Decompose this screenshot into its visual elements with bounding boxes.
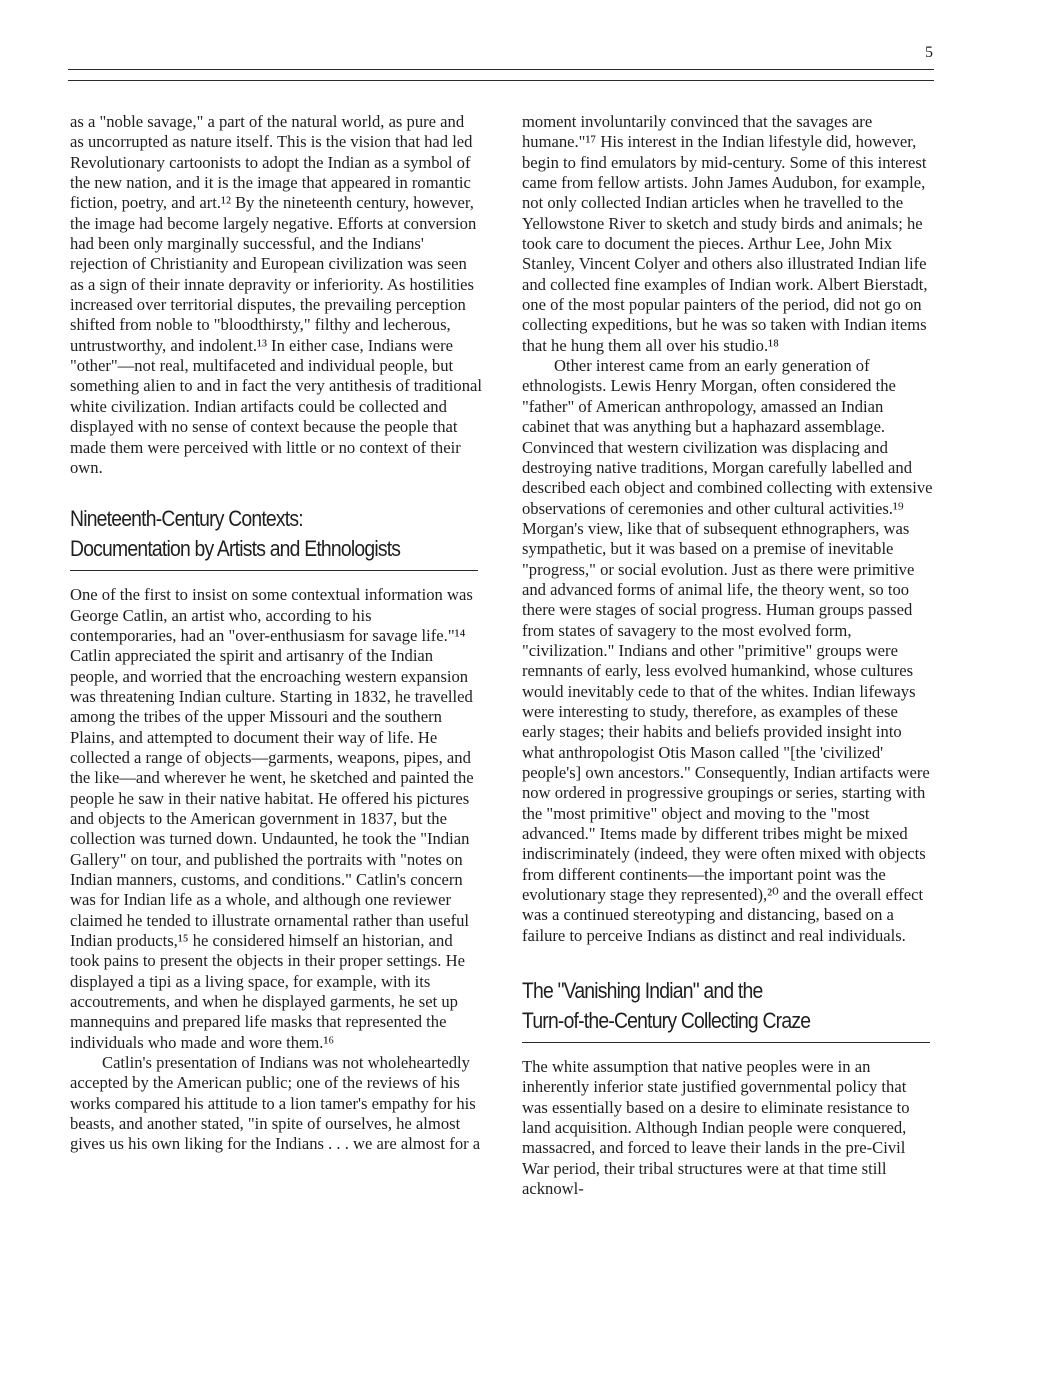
header-rule-bottom bbox=[68, 80, 934, 81]
page-number: 5 bbox=[925, 44, 933, 61]
section-heading-rule bbox=[70, 570, 478, 571]
section-heading-line-1: Nineteenth-Century Contexts: bbox=[70, 506, 303, 532]
catlin-reception-paragraph: Catlin's presentation of Indians was not wholeheartedly accepted by the American public; one of the reviews of his works compared his attitude to a lion tamer's empathy for his beasts, and another stated, "in spite of ourselves, he almost gives us his own liking for the Indians . . . we are almost for a bbox=[70, 1053, 481, 1154]
section-heading-line-2: Documentation by Artists and Ethnologists bbox=[70, 536, 401, 562]
intro-paragraph: as a "noble savage," a part of the natural world, as pure and as uncorrupted as nature itself. This is the vision that had led Revolutionary cartoonists to adopt the Indian as a symbol of the new nation, and it is the image that appeared in romantic fiction, poetry, and art.¹² By the nineteenth century, however, the image had become largely negative. Efforts at conversion had been only marginally successful, and the Indians' rejection of Christianity and European civilization was seen as a sign of their innate depravity or inferiority. As hostilities increased over territorial disputes, the prevailing perception shifted from noble to "bloodthirsty," filthy and lecherous, untrustworthy, and indolent.¹³ In either case, Indians were "other"—not real, multifaceted and individual people, but something alien to and in fact the very antithesis of traditional white civilization. Indian artifacts could be collected and displayed with no sense of context because the people that made them were perceived with little or no context of their own. bbox=[70, 112, 482, 477]
right-column bbox=[522, 112, 934, 1200]
catlin-paragraph: One of the first to insist on some contextual information was George Catlin, an artist who, according to his contemporaries, had an "over-enthusiasm for savage life."¹⁴ Catlin appreciated the spirit and artisanry of the Indian people, and worried that the encroaching western expansion was threatening Indian culture. Starting in 1832, he travelled among the tribes of the upper Missouri and the southern Plains, and attempted to document their way of life. He collected a range of objects—garments, weapons, pipes, and the like—and wherever he went, he sketched and painted the people he saw in their native habitat. He offered his pictures and objects to the American government in 1837, but the collection was turned down. Undaunted, he took the "Indian Gallery" on tour, and published the portraits with "notes on Indian manners, customs, and conditions." Catlin's concern was for Indian life as a whole, and although one reviewer claimed he tended to illustrate ornamental rather than useful Indian products,¹⁵ he considered himself an historian, and took pains to present the objects in their proper settings. He displayed a tipi as a living space, for example, with its accoutrements, and when he displayed garments, he set up mannequins and prepared life masks that represented the individuals who made and wore them.¹⁶ bbox=[70, 585, 474, 1052]
header-rule-top bbox=[68, 69, 934, 70]
section-heading-line-1: The "Vanishing Indian" and the bbox=[522, 978, 763, 1004]
ethnologists-paragraph: Other interest came from an early generation of ethnologists. Lewis Henry Morgan, often considered the "father" of American anthropology, amassed an Indian cabinet that was anything but a haphazard assemblage. Convinced that western civilization was displacing and destroying native traditions, Morgan carefully labelled and described each object and combined collecting with extensive observations of ceremonies and other cultural activities.¹⁹ Morgan's view, like that of subsequent ethnographers, was sympathetic, but it was based on a premise of inevitable "progress," or social evolution. Just as there were primitive and advanced forms of animal life, the theory went, so too there were stages of social progress. Human groups passed from states of savagery to the most evolved form, "civilization." Indians and other "primitive" groups were remnants of early, less evolved humankind, whose cultures would inevitably cede to that of the whites. Indian lifeways were interesting to study, therefore, as examples of these early stages; their habits and beliefs provided insight into what anthropologist Otis Mason called "[the 'civilized' people's] own ancestors." Consequently, Indian artifacts were now ordered in progressive groupings or series, starting with the "most primitive" object and moving to the "most advanced." Items made by different tribes might be mixed indiscriminately (indeed, they were often mixed with objects from different continents—the important point was the evolutionary stage they represented),²⁰ and the overall effect was a continued stereotyping and distancing, based on a failure to perceive Indians as distinct and real individuals. bbox=[522, 356, 933, 945]
section-heading-contexts bbox=[70, 504, 482, 571]
emulators-paragraph: moment involuntarily convinced that the savages are humane."¹⁷ His interest in the Indian lifestyle did, however, begin to find emulators by mid-century. Some of this interest came from fellow artists. John James Audubon, for example, not only collected Indian articles when he travelled to the Yellowstone River to sketch and study birds and animals; he took care to document the pieces. Arthur Lee, John Mix Stanley, Vincent Colyer and others also illustrated Indian life and collected fine examples of Indian work. Albert Bierstadt, one of the most popular painters of the period, did not go on collecting expeditions, but he was so taken with Indian items that he hung them all over his studio.¹⁸ bbox=[522, 112, 928, 355]
section-heading-vanishing-indian bbox=[522, 976, 934, 1043]
section-heading-rule bbox=[522, 1042, 930, 1043]
policy-paragraph: The white assumption that native peoples were in an inherently inferior state justified governmental policy that was essentially based on a desire to eliminate resistance to land acquisition. Although Indian people were conquered, massacred, and forced to leave their lands in the pre-Civil War period, their tribal structures were at that time still acknowl- bbox=[522, 1057, 910, 1199]
section-heading-line-2: Turn-of-the-Century Collecting Craze bbox=[522, 1008, 811, 1034]
left-column bbox=[70, 112, 482, 1155]
